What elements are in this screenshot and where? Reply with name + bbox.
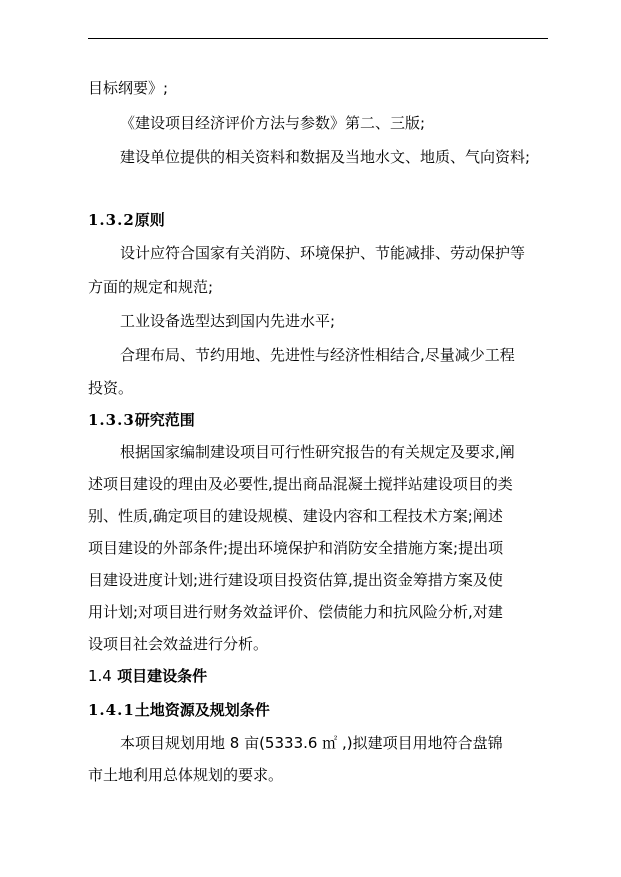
section-title: 原则 — [134, 211, 165, 229]
section-number: 1.4 — [88, 667, 112, 685]
text-line: 合理布局、节约用地、先进性与经济性相结合,尽量减少工程 — [120, 346, 515, 364]
header-rule — [88, 38, 548, 39]
text-line: 目标纲要》; — [88, 79, 169, 97]
text-line: 建设单位提供的相关资料和数据及当地水文、地质、气向资料; — [120, 148, 531, 166]
text-line: 投资。 — [88, 379, 134, 397]
text-line: 述项目建设的理由及必要性,提出商品混凝土搅拌站建设项目的类 — [88, 475, 513, 493]
text-line: 设项目社会效益进行分析。 — [88, 635, 269, 653]
text-line: 目建设进度计划;进行建设项目投资估算,提出资金筹措方案及使 — [88, 571, 503, 589]
text-line: 设计应符合国家有关消防、环境保护、节能减排、劳动保护等 — [120, 244, 526, 262]
section-heading-1-3-3 — [88, 410, 195, 430]
section-title: 研究范围 — [134, 411, 195, 429]
text-line: 方面的规定和规范; — [88, 278, 214, 296]
section-heading-1-4-1 — [88, 700, 270, 720]
text-line: 用计划;对项目进行财务效益评价、偿债能力和抗风险分析,对建 — [88, 603, 503, 621]
text-line: 本项目规划用地 8 亩(5333.6 ㎡ ,)拟建项目用地符合盘锦 — [120, 734, 503, 752]
section-number: 1.4.1 — [88, 701, 135, 719]
text-line: 别、性质,确定项目的建设规模、建设内容和工程技术方案;阐述 — [88, 507, 503, 525]
text-line: 根据国家编制建设项目可行性研究报告的有关规定及要求,阐 — [120, 443, 515, 461]
section-heading-1-3-2 — [88, 210, 165, 230]
text-line: 《建设项目经济评价方法与参数》第二、三版; — [120, 114, 426, 132]
text-line: 工业设备选型达到国内先进水平; — [120, 312, 336, 330]
section-heading-1-4 — [88, 666, 207, 686]
section-title: 项目建设条件 — [117, 667, 208, 685]
section-number: 1.3.2 — [88, 211, 135, 229]
text-line: 项目建设的外部条件;提出环境保护和消防安全措施方案;提出项 — [88, 539, 504, 557]
section-number: 1.3.3 — [88, 411, 135, 429]
section-title: 土地资源及规划条件 — [134, 701, 270, 719]
text-line: 市土地利用总体规划的要求。 — [88, 766, 284, 784]
